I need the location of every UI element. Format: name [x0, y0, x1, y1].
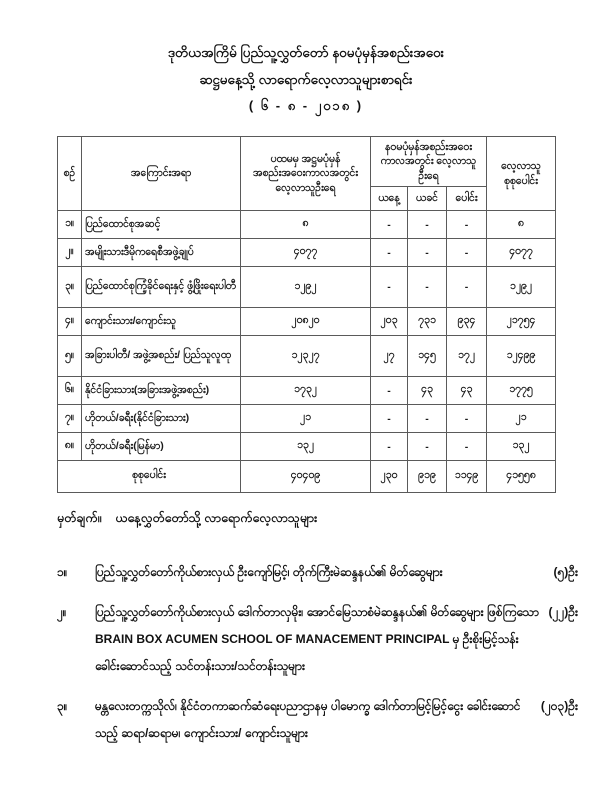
cell-previous: ၄၃: [408, 377, 447, 405]
cell-today: ၂၇: [371, 336, 408, 377]
cell-first: ၁၂၃၂၇: [241, 336, 371, 377]
cell-first: ၄၀၇၇: [241, 239, 371, 267]
table-row: [58, 211, 556, 239]
cell-subtotal: ၄၃: [447, 377, 487, 405]
cell-first: ၁၂၉၂: [241, 267, 371, 308]
cell-no: ၆။: [58, 377, 82, 405]
cell-previous: -: [408, 433, 447, 461]
totals-today: ၂၃၀: [371, 461, 408, 493]
cell-first: ၁၃၂: [241, 433, 371, 461]
note-item-number: ၃။: [57, 699, 68, 713]
totals-row: [58, 461, 556, 493]
header-no: စဉ်: [58, 137, 82, 211]
note-item: [57, 559, 578, 586]
cell-today: -: [371, 405, 408, 433]
table-header: [58, 137, 556, 211]
cell-subtotal: -: [447, 239, 487, 267]
table-row: [58, 405, 556, 433]
cell-subtotal: -: [447, 405, 487, 433]
document-title: [57, 46, 555, 112]
cell-today: -: [371, 267, 408, 308]
cell-total: ၂၁၇၅၄: [487, 308, 556, 336]
cell-first: ၂၁: [241, 405, 371, 433]
notes-heading-text: ယနေ့လွှတ်တော်သို့ လာရောက်လေ့လာသူများ: [115, 511, 318, 525]
cell-no: ၈။: [58, 433, 82, 461]
cell-today: -: [371, 433, 408, 461]
table-row: [58, 377, 556, 405]
note-item: [57, 693, 578, 747]
header-previous: ယခင်: [408, 187, 447, 211]
cell-previous: ၇၃၁: [408, 308, 447, 336]
totals-first: ၄၀၄၀၉: [241, 461, 371, 493]
cell-today: -: [371, 377, 408, 405]
visitors-table: [57, 136, 556, 493]
header-today: ယနေ့: [371, 187, 408, 211]
cell-subtotal: ၁၇၂: [447, 336, 487, 377]
cell-subject: ဟိုတယ်/ခရီး(မြန်မာ): [82, 433, 241, 461]
table-row: [58, 308, 556, 336]
totals-previous: ၉၁၉: [408, 461, 447, 493]
cell-subject: ပြည်ထောင်စုအဆင့်: [82, 211, 241, 239]
header-subtotal: ပေါင်း: [447, 187, 487, 211]
totals-label: စုစုပေါင်း: [58, 461, 241, 493]
cell-today: -: [371, 211, 408, 239]
cell-today: ၂၀၃: [371, 308, 408, 336]
note-item-text: ပြည်သူ့လွှတ်တော်ကိုယ်စားလှယ် ဦးကျော်မြင့်၊ တိုက်ကြီးမဲဆန္ဒနယ်၏ မိတ်ဆွေများ: [95, 565, 443, 579]
cell-no: ၅။: [58, 336, 82, 377]
note-item-text: မန္တလေးတက္ကသိုလ်၊ နိုင်ငံတကာဆက်ဆံရေးပညာဌာနမှ ပါမောက္ခ ဒေါက်တာမြင့်မြင့်ငွေး ခေါင်းဆောင်သည့် ဆရာ/ဆရာမ၊ ကျောင်းသား/ ကျောင်းသူများ: [95, 699, 521, 740]
cell-subtotal: -: [447, 433, 487, 461]
table-row: [58, 336, 556, 377]
cell-first: ၂၀၈၂၀: [241, 308, 371, 336]
title-line-2: ဆဋ္ဌမနေ့သို့ လာရောက်လေ့လာသူများစာရင်း: [199, 71, 413, 87]
cell-no: ၁။: [58, 211, 82, 239]
cell-today: -: [371, 239, 408, 267]
note-item-number: ၂။: [57, 605, 67, 619]
note-item-count: (၅)ဦး: [553, 565, 578, 579]
note-item: [57, 599, 578, 680]
note-item-text: ပြည်သူ့လွှတ်တော်ကိုယ်စားလှယ် ဒေါက်တာလှမိုး၊ အောင်မြေသာစံမဲဆန္ဒနယ်၏ မိတ်ဆွေများ ဖြစ်ကြသော BRAIN BOX ACUMEN SCHOOL OF MANACEMENT PRINCIPAL မှ ဦးစိုးမြင့်သန်းခေါင်းဆောင်သည့် သင်တန်းသား/သင်တန်းသူများ: [95, 605, 539, 673]
totals-subtotal: ၁၁၄၉: [447, 461, 487, 493]
title-line-1: ဒုတိယအကြိမ် ပြည်သူ့လွှတ်တော် နဝမပုံမှန်အစည်းအဝေး: [167, 45, 445, 60]
cell-previous: -: [408, 405, 447, 433]
cell-total: ၂၁: [487, 405, 556, 433]
cell-first: ၈: [241, 211, 371, 239]
cell-total: ၄၀၇၇: [487, 239, 556, 267]
header-subject: အကြောင်းအရာ: [82, 137, 241, 211]
cell-subtotal: -: [447, 211, 487, 239]
cell-previous: ၁၄၅: [408, 336, 447, 377]
note-item-count: (၂၀၃)ဦး: [540, 699, 578, 713]
cell-subject: အမျိုးသားဒီမိုကရေစီအဖွဲ့ချုပ်: [82, 239, 241, 267]
cell-previous: -: [408, 211, 447, 239]
header-first-period: ပထမမှ အဋ္ဌမပုံမှန် အစည်းအဝေးကာလအတွင်း လေ့လာသူဦးရေ: [241, 137, 371, 211]
cell-no: ၃။: [58, 267, 82, 308]
table-row: [58, 239, 556, 267]
cell-previous: -: [408, 239, 447, 267]
cell-no: ၂။: [58, 239, 82, 267]
table-row: [58, 433, 556, 461]
cell-no: ၇။: [58, 405, 82, 433]
cell-subject: ကျောင်းသား/ကျောင်းသူ: [82, 308, 241, 336]
cell-total: ၁၂၉၂: [487, 267, 556, 308]
cell-subtotal: ၉၃၄: [447, 308, 487, 336]
cell-total: ၁၂၄၉၉: [487, 336, 556, 377]
totals-grand: ၄၁၅၅၈: [487, 461, 556, 493]
table-body: [58, 211, 556, 493]
cell-subject: ပြည်ထောင်စုကြံ့ခိုင်ရေးနှင့် ဖွံ့ဖြိုးရေးပါတီ: [82, 267, 241, 308]
cell-subtotal: -: [447, 267, 487, 308]
table-row: [58, 267, 556, 308]
cell-no: ၄။: [58, 308, 82, 336]
cell-total: ၁၃၂: [487, 433, 556, 461]
notes-section: [57, 511, 578, 747]
cell-subject: နိုင်ငံခြားသား(အခြားအဖွဲ့အစည်း): [82, 377, 241, 405]
notes-heading: [57, 511, 578, 529]
title-date: ( ၆ - ၈ - ၂၀၁၈ ): [248, 98, 364, 113]
header-grand-total: လေ့လာသူ စုစုပေါင်း: [487, 137, 556, 211]
cell-total: ၈: [487, 211, 556, 239]
header-ninth-period-group: နဝမပုံမှန်အစည်းအဝေး ကာလအတွင်း လေ့လာသူဦးရေ: [371, 137, 487, 187]
cell-first: ၁၇၃၂: [241, 377, 371, 405]
note-item-count: (၂၂)ဦး: [548, 605, 578, 619]
notes-heading-label: မှတ်ချက်။: [57, 511, 102, 525]
cell-previous: -: [408, 267, 447, 308]
cell-total: ၁၇၇၅: [487, 377, 556, 405]
cell-subject: ဟိုတယ်/ခရီး(နိုင်ငံခြားသား): [82, 405, 241, 433]
cell-subject: အခြားပါတီ/ အဖွဲ့အစည်း/ ပြည်သူလူထု: [82, 336, 241, 377]
note-item-number: ၁။: [57, 565, 68, 579]
